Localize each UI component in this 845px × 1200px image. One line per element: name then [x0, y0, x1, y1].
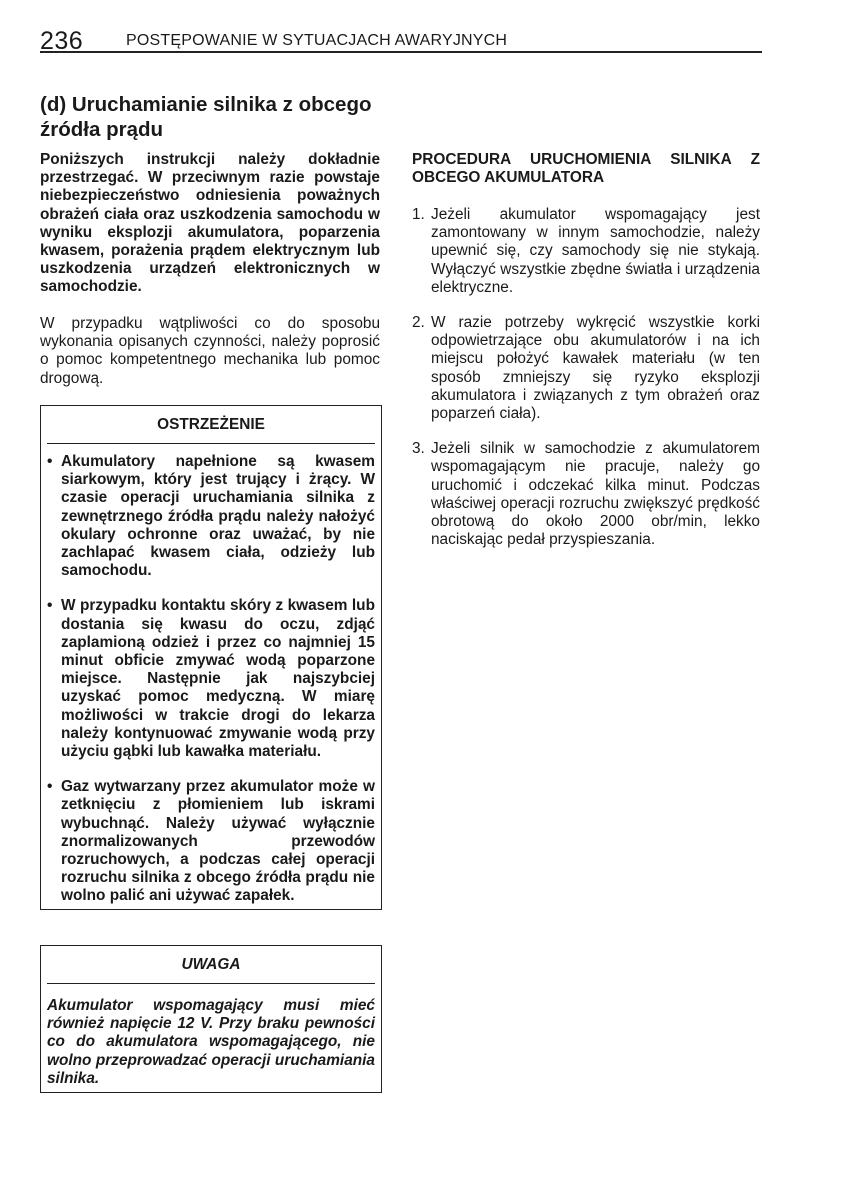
step-number: 3. [412, 440, 425, 458]
warning-item [47, 453, 375, 580]
step-number: 1. [412, 206, 425, 223]
procedure-title: PROCEDURA URUCHOMIENIA SILNIKA Z OBCEGO AKUMULATORA [412, 151, 760, 187]
step-text: Jeżeli silnik w samochodzie z akumulatorem wspomagającym nie pracuje, należy go uruchomić i odczekać kilka minut. Podczas właściwej operacji rozruchu zwiększyć prędkość obrotową do około 2000 obr/min, lekko naciskając pedał przyspieszania. [431, 440, 760, 549]
step-text: W razie potrzeby wykręcić wszystkie korki odpowietrzające obu akumulatorów i na ich miejscu położyć kawałek materiału (w ten sposób zmniejszy się ryzyko eksplozji akumulatora i związanych z tym obrażeń oraz poparzeń ciała). [431, 314, 760, 423]
bullet-icon: • [47, 453, 53, 470]
warning-item-text: Gaz wytwarzany przez akumulator może w zetknięciu z płomieniem lub iskrami wybuchnąć. Należy używać wyłącznie znormalizowanych przewodów rozruchowych, a podczas całej operacji rozruchu silnika z obcego źródła prądu nie wolno palić ani używać zapałek. [61, 778, 375, 905]
note-title: UWAGA [47, 946, 375, 984]
note-box [40, 945, 382, 1093]
warning-item-text: W przypadku kontaktu skóry z kwasem lub dostania się kwasu do oczu, zdjąć zaplamioną odzież i przez co najmniej 15 minut obficie zmywać wodą poparzone miejsce. Następnie jak najszybciej uzyskać pomoc medyczną. W miarę możliwości w trakcie drogi do lekarza należy kontynuować zmywanie wodą przy użyciu gąbki lub kawałka materiału. [61, 597, 375, 761]
bullet-icon: • [47, 778, 53, 796]
warning-item-text: Akumulatory napełnione są kwasem siarkowym, który jest trujący i żrący. W czasie operacji uruchamiania silnika z zewnętrznego źródła prądu należy nałożyć okulary ochronne oraz uważać, by nie zachlapać kwasem ciała, odzieży lub samochodu. [61, 453, 375, 580]
procedure-step [412, 440, 760, 549]
section-title: (d) Uruchamianie silnika z obcego źródła prądu [40, 93, 372, 141]
intro-help-paragraph: W przypadku wątpliwości co do sposobu wykonania opisanych czynności, należy poprosić o pomoc kompetentnego mechanika lub pomoc drogową. [40, 315, 380, 387]
header-rule [40, 51, 762, 53]
warning-item [47, 778, 375, 905]
bullet-icon: • [47, 597, 53, 615]
step-text: Jeżeli akumulator wspomagający jest zamontowany w innym samochodzie, należy upewnić się, czy samochody się nie stykają. Wyłączyć wszystkie zbędne światła i urządzenia elektryczne. [431, 206, 760, 296]
running-title: POSTĘPOWANIE W SYTUACJACH AWARYJNYCH [126, 32, 508, 49]
procedure-step [412, 314, 760, 423]
intro-warning-paragraph: Poniższych instrukcji należy dokładnie przestrzegać. W przeciwnym razie powstaje niebezpieczeństwo odniesienia poważnych obrażeń ciała oraz uszkodzenia samochodu w wyniku eksplozji akumulatora, poparzenia kwasem, porażenia prądem elektrycznym lub uszkodzenia urządzeń elektronicznych w samochodzie. [40, 151, 380, 296]
procedure-steps [412, 206, 760, 566]
page-number: 236 [40, 27, 84, 55]
procedure-step [412, 206, 760, 297]
warning-item [47, 597, 375, 761]
warning-list [41, 444, 381, 906]
warning-box [40, 405, 382, 910]
warning-title: OSTRZEŻENIE [47, 406, 375, 444]
step-number: 2. [412, 314, 425, 332]
note-text: Akumulator wspomagający musi mieć również napięcie 12 V. Przy braku pewności co do akumulatora wspomagającego, nie wolno przeprowadzać operacji uruchamiania silnika. [47, 997, 375, 1087]
